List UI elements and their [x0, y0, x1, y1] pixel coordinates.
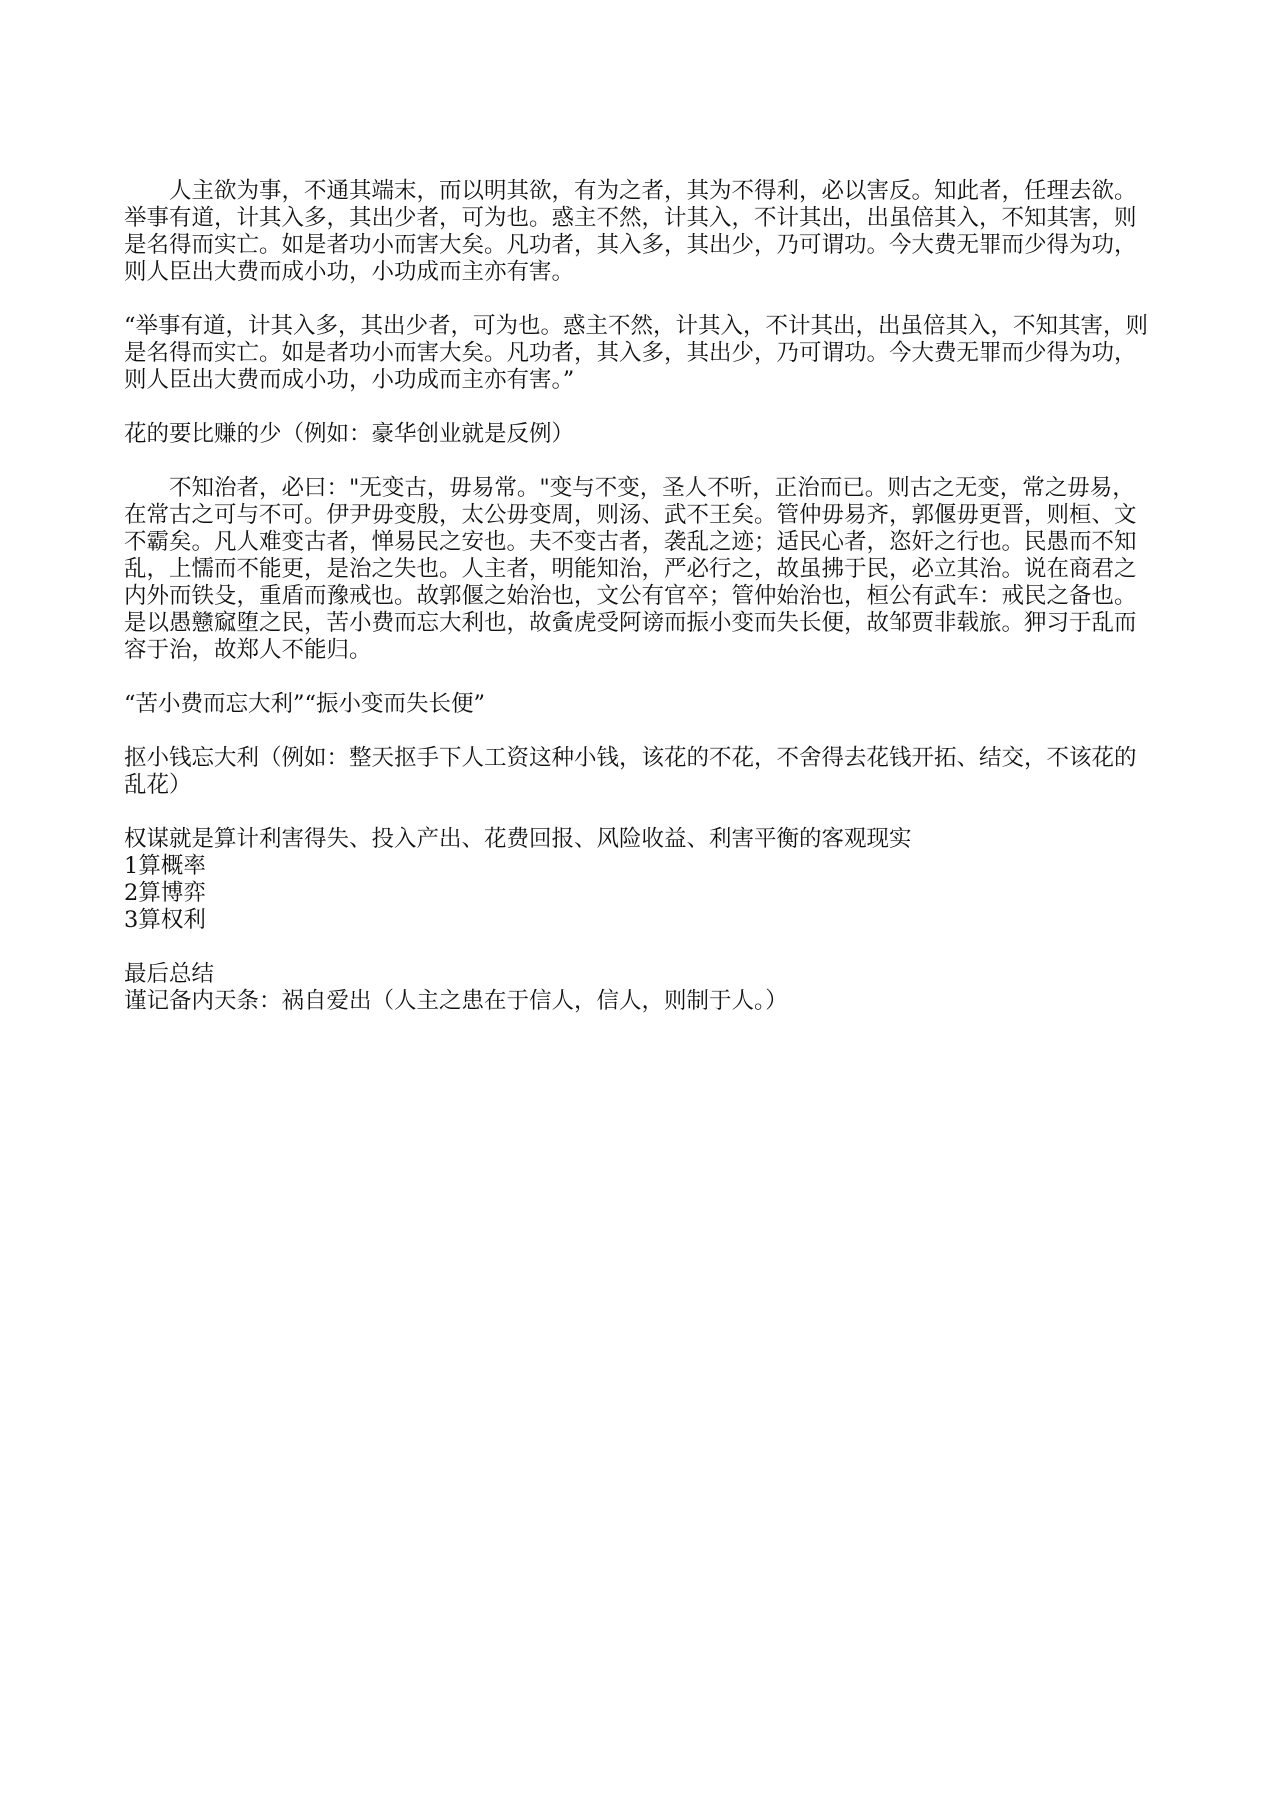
final-note: 谨记备内天条：祸自爱出（人主之患在于信人，信人，则制于人。） — [124, 988, 788, 1014]
commentary-note-1: 花的要比赚的少（例如：豪华创业就是反例） — [124, 421, 575, 447]
quoted-excerpt-2: “苦小费而忘大利”“振小变而失长便” — [124, 691, 486, 717]
paragraph-original-text-1: 人主欲为事，不通其端末，而以明其欲，有为之者，其为不得利，必以害反。知此者，任理去欲。举事有道，计其入多，其出少者，可为也。惑主不然，计其入，不计其出，出虽倍其入，不知其害，则是名得而实亡。如是者功小而害大矣。凡功者，其入多，其出少，乃可谓功。今大费无罪而少得为功，则人臣出大费而成小功，小功成而主亦有害。 — [124, 178, 1137, 285]
paragraph-original-text-2: 不知治者，必曰："无变古，毋易常。"变与不变，圣人不听，正治而已。则古之无变，常之毋易，在常古之可与不可。伊尹毋变殷，太公毋变周，则汤、武不王矣。管仲毋易齐，郭偃毋更晋，则桓、文不霸矣。凡人难变古者，惮易民之安也。夫不变古者，袭乱之迹；适民心者，恣奸之行也。民愚而不知乱，上懦而不能更，是治之失也。人主者，明能知治，严必行之，故虽拂于民，必立其治。说在商君之内外而铁殳，重盾而豫戒也。故郭偃之始治也，文公有官卒；管仲始治也，桓公有武车：戒民之备也。是以愚戆窳堕之民，苦小费而忘大利也，故夤虎受阿谤而振小变而失长便，故邹贾非载旅。狎习于乱而容于治，故郑人不能归。 — [124, 475, 1137, 663]
list-item: 1算概率 — [124, 853, 206, 879]
summary-section — [124, 826, 1154, 934]
list-item: 3算权利 — [124, 907, 206, 933]
final-heading: 最后总结 — [124, 961, 215, 987]
list-item: 2算博弈 — [124, 880, 206, 906]
commentary-note-2: 抠小钱忘大利（例如：整天抠手下人工资这种小钱，该花的不花，不舍得去花钱开拓、结交，不该花的乱花） — [124, 745, 1137, 798]
summary-heading: 权谋就是算计利害得失、投入产出、花费回报、风险收益、利害平衡的客观现实 — [124, 826, 912, 852]
final-section — [124, 961, 1154, 1015]
quoted-excerpt-1: “举事有道，计其入多，其出少者，可为也。惑主不然，计其入，不计其出，出虽倍其入，不知其害，则是名得而实亡。如是者功小而害大矣。凡功者，其入多，其出少，乃可谓功。今大费无罪而少得为功，则人臣出大费而成小功，小功成而主亦有害。” — [124, 313, 1149, 393]
document-page — [124, 178, 1154, 1042]
